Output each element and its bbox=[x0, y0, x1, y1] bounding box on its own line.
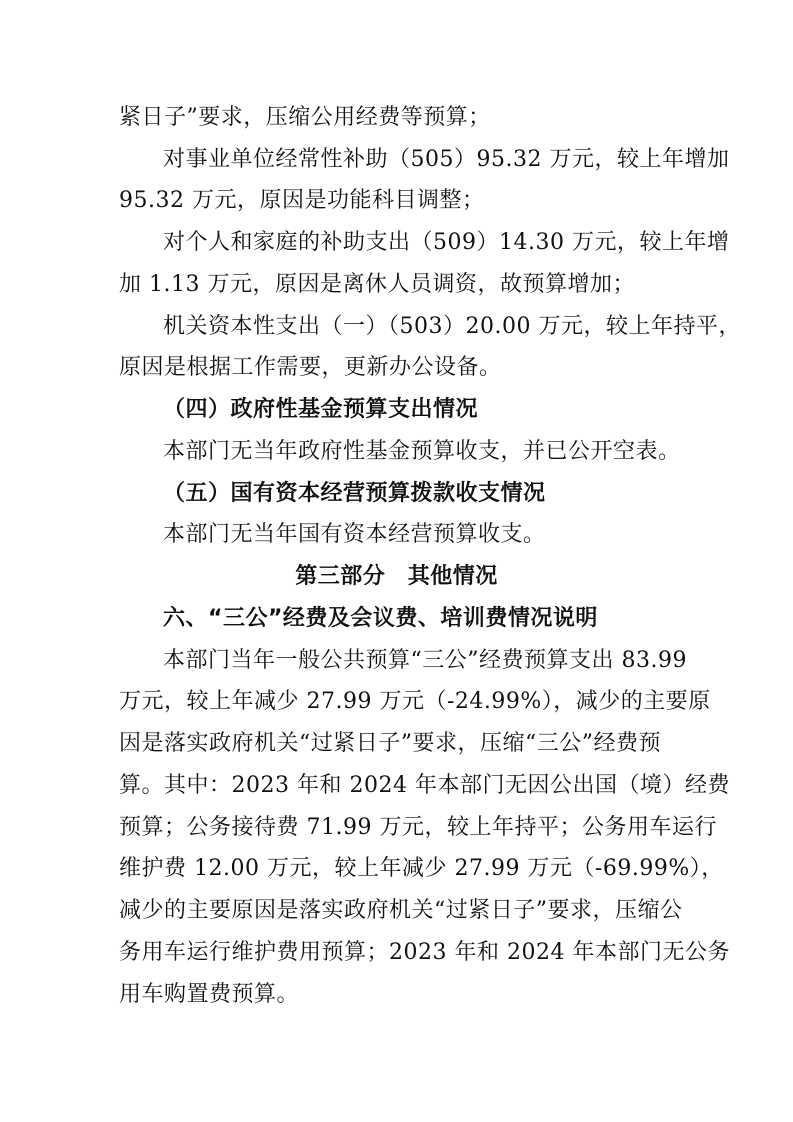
body-line-4: 对个人和家庭的补助支出（509）14.30 万元，较上年增 bbox=[163, 230, 730, 255]
body-line-2: 对事业单位经常性补助（505）95.32 万元，较上年增加 bbox=[163, 147, 730, 172]
body-line-21: 务用车运行维护费用预算；2023 年和 2024 年本部门无公务 bbox=[119, 940, 730, 965]
section-heading-5: （五）国有资本经营预算拨款收支情况 bbox=[163, 481, 546, 506]
part-heading: 第三部分 其他情况 bbox=[295, 564, 498, 589]
section-heading-4: （四）政府性基金预算支出情况 bbox=[163, 397, 479, 422]
body-line-9: 本部门无当年政府性基金预算收支，并已公开空表。 bbox=[163, 439, 681, 464]
body-line-7: 原因是根据工作需要，更新办公设备。 bbox=[119, 355, 502, 380]
body-line-6: 机关资本性支出（一）（503）20.00 万元，较上年持平， bbox=[163, 314, 741, 339]
section-heading-6: 六、“三公”经费及会议费、培训费情况说明 bbox=[163, 606, 598, 631]
body-line-15: 万元，较上年减少 27.99 万元（-24.99%），减少的主要原 bbox=[119, 689, 711, 714]
body-line-20: 减少的主要原因是落实政府机关“过紧日子”要求，压缩公 bbox=[119, 898, 683, 923]
body-line-14: 本部门当年一般公共预算“三公”经费预算支出 83.99 bbox=[163, 648, 687, 673]
body-line-3: 95.32 万元，原因是功能科目调整； bbox=[119, 188, 485, 213]
body-line-22: 用车购置费预算。 bbox=[119, 982, 300, 1007]
body-line-16: 因是落实政府机关“过紧日子”要求，压缩“三公”经费预 bbox=[119, 731, 661, 756]
body-line-1: 紧日子”要求，压缩公用经费等预算； bbox=[119, 105, 491, 130]
body-line-19: 维护费 12.00 万元，较上年减少 27.99 万元（-69.99%）， bbox=[119, 856, 724, 881]
body-line-5: 加 1.13 万元，原因是离休人员调资，故预算增加； bbox=[119, 272, 635, 297]
body-line-11: 本部门无当年国有资本经营预算收支。 bbox=[163, 522, 546, 547]
body-line-18: 预算；公务接待费 71.99 万元，较上年持平；公务用车运行 bbox=[119, 815, 717, 840]
body-line-17: 算。其中：2023 年和 2024 年本部门无因公出国（境）经费 bbox=[119, 773, 730, 798]
